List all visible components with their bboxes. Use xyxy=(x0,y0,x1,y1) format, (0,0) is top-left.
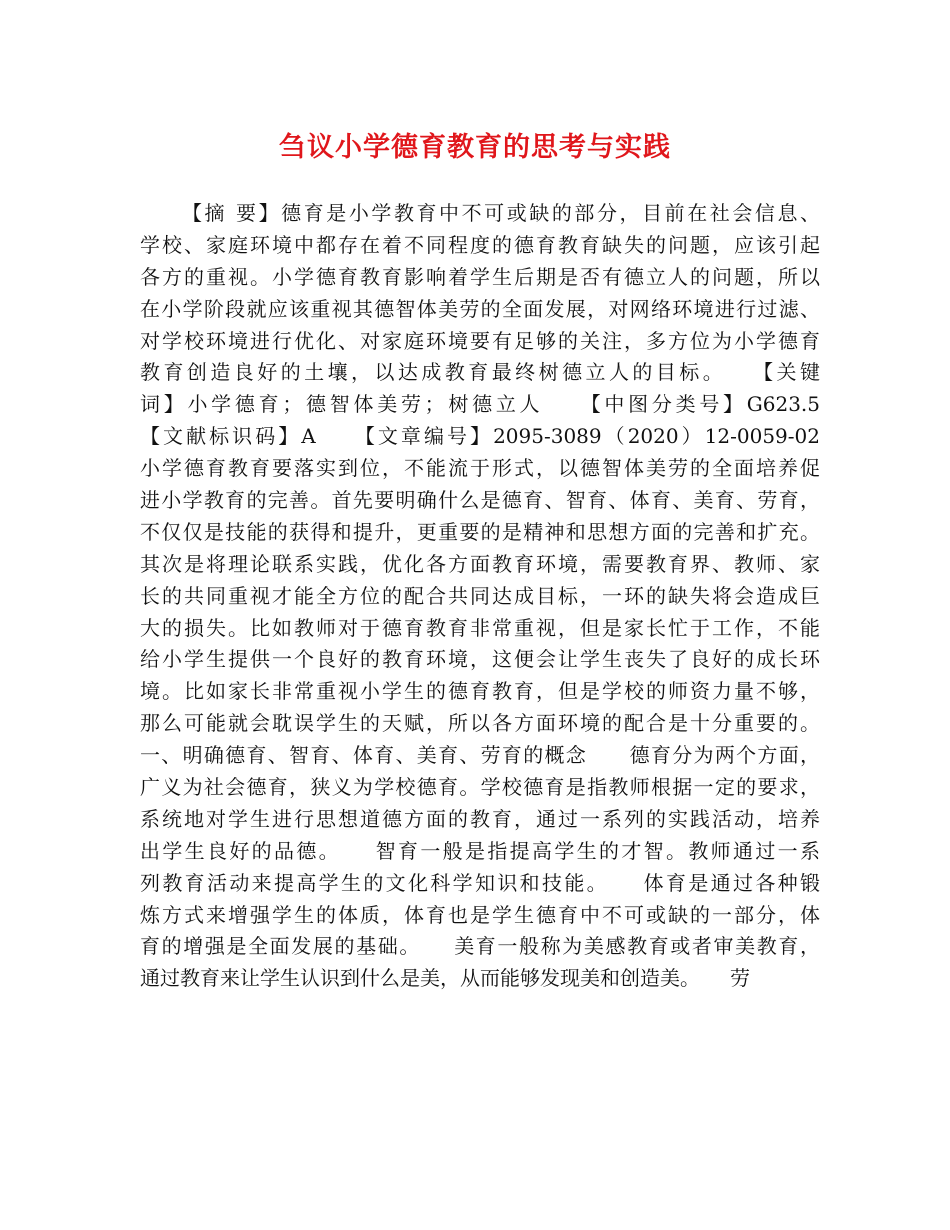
body-line: 其次是将理论联系实践，优化各方面教育环境，需要教育界、教师、家 xyxy=(140,551,820,576)
body-line: 进小学教育的完善。首先要明确什么是德育、智育、体育、美育、劳育， xyxy=(140,488,820,513)
body-line: 教育创造良好的土壤，以达成教育最终树德立人的目标。 【关键 xyxy=(140,360,820,385)
body-line: 系统地对学生进行思想道德方面的教育，通过一系列的实践活动，培养 xyxy=(140,806,820,831)
body-line: 学校、家庭环境中都存在着不同程度的德育教育缺失的问题，应该引起 xyxy=(140,232,820,257)
body-line: 境。比如家长非常重视小学生的德育教育，但是学校的师资力量不够， xyxy=(140,679,820,704)
body-line: 小学德育教育要落实到位，不能流于形式，以德智体美劳的全面培养促 xyxy=(140,456,820,481)
body-line: 词】小学德育；德智体美劳；树德立人 【中图分类号】G623.5 xyxy=(140,392,820,417)
body-line: 那么可能就会耽误学生的天赋，所以各方面环境的配合是十分重要的。 xyxy=(140,711,820,736)
body-line: 对学校环境进行优化、对家庭环境要有足够的关注，多方位为小学德育 xyxy=(140,328,820,353)
body-line: 【摘 要】德育是小学教育中不可或缺的部分，目前在社会信息、 xyxy=(182,201,820,225)
body-line: 不仅仅是技能的获得和提升，更重要的是精神和思想方面的完善和扩充。 xyxy=(140,519,820,544)
body-line: 一、明确德育、智育、体育、美育、劳育的概念 德育分为两个方面， xyxy=(140,743,820,768)
body-line: 出学生良好的品德。 智育一般是指提高学生的才智。教师通过一系 xyxy=(140,838,820,863)
body-line: 大的损失。比如教师对于德育教育非常重视，但是家长忙于工作，不能 xyxy=(140,615,820,640)
body-line: 【文献标识码】A 【文章编号】2095-3089（2020）12-0059-02 xyxy=(140,424,820,449)
body-line: 长的共同重视才能全方位的配合共同达成目标，一环的缺失将会造成巨 xyxy=(140,583,820,608)
body-line: 通过教育来让学生认识到什么是美，从而能够发现美和创造美。 劳 xyxy=(140,966,750,991)
document-title: 刍议小学德育教育的思考与实践 xyxy=(279,132,671,163)
body-line: 育的增强是全面发展的基础。 美育一般称为美感教育或者审美教育， xyxy=(140,934,820,959)
body-line: 广义为社会德育，狭义为学校德育。学校德育是指教师根据一定的要求， xyxy=(140,775,820,800)
body-line: 炼方式来增强学生的体质，体育也是学生德育中不可或缺的一部分，体 xyxy=(140,902,820,927)
document-body xyxy=(140,198,820,995)
body-line: 各方的重视。小学德育教育影响着学生后期是否有德立人的问题，所以 xyxy=(140,264,820,289)
body-line: 列教育活动来提高学生的文化科学知识和技能。 体育是通过各种锻 xyxy=(140,870,820,895)
body-line: 在小学阶段就应该重视其德智体美劳的全面发展，对网络环境进行过滤、 xyxy=(140,296,820,321)
body-line: 给小学生提供一个良好的教育环境，这便会让学生丧失了良好的成长环 xyxy=(140,647,820,672)
